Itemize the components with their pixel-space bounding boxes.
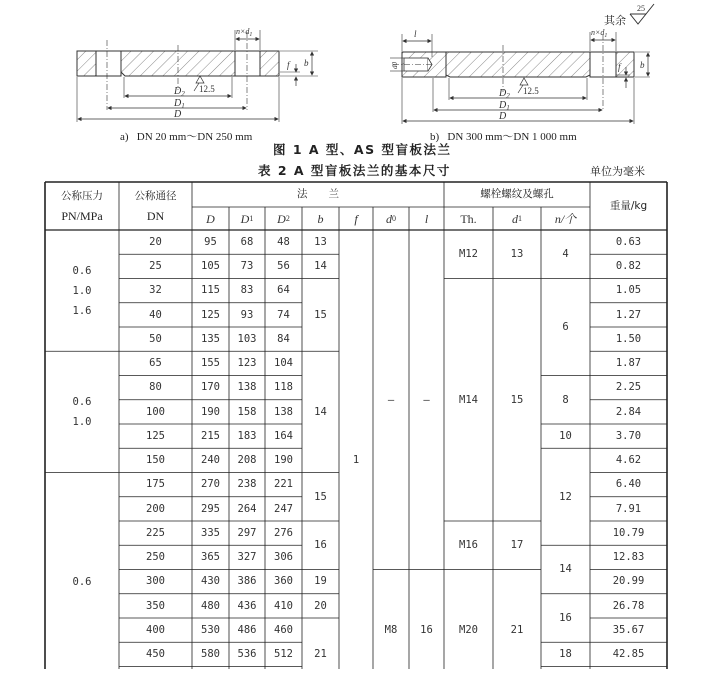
- pn-value: 1.0: [72, 415, 92, 428]
- dim-d2-label: $D_2$: [174, 86, 185, 98]
- d-cell: 480: [201, 599, 220, 612]
- n-cell: 10: [559, 429, 572, 442]
- d1-bolt-cell: 15: [510, 393, 524, 406]
- d-cell: 295: [201, 502, 220, 515]
- d1-flange-cell: 123: [237, 357, 257, 370]
- dim-b-label: b: [304, 58, 309, 68]
- n-cell: 18: [559, 648, 572, 661]
- th-cell: M16: [459, 539, 478, 551]
- d1-flange-cell: 436: [237, 599, 257, 612]
- header-d1-main: d: [512, 211, 518, 226]
- dn-cell: 200: [146, 502, 165, 515]
- roughness-mark: 12.5: [199, 84, 215, 94]
- d0-cell: —: [387, 393, 395, 406]
- weight-cell: 4.62: [615, 454, 642, 467]
- b-cell: 20: [314, 599, 327, 612]
- b-cell: 19: [314, 575, 327, 588]
- d1-bolt-cell: 17: [510, 539, 524, 551]
- d2-cell: 118: [274, 381, 293, 394]
- pn-value: 1.6: [72, 304, 92, 317]
- l-cell: —: [423, 393, 430, 406]
- header-d1: [493, 207, 541, 230]
- weight-cell: 3.70: [615, 429, 642, 442]
- n-cell: 8: [562, 393, 569, 406]
- b-cell: 14: [314, 405, 327, 418]
- header-D2: [265, 207, 302, 230]
- d2-cell: 164: [274, 429, 293, 442]
- d-cell: 170: [201, 381, 220, 394]
- b-cell: 16: [314, 539, 327, 551]
- d2-cell: 64: [277, 284, 290, 297]
- dn-cell: 25: [149, 260, 162, 273]
- weight-cell: 10.79: [612, 526, 645, 539]
- header-D: D: [206, 211, 215, 226]
- d-cell: 95: [204, 235, 217, 248]
- d1-flange-cell: 83: [240, 284, 254, 297]
- th-cell: M12: [459, 248, 478, 260]
- dn-cell: 225: [146, 526, 165, 539]
- d2-cell: 190: [274, 454, 293, 467]
- pn-group-cell: [45, 230, 119, 351]
- d1-flange-cell: 183: [237, 429, 257, 442]
- b-cell: 21: [314, 648, 327, 661]
- figure-b-label: b): [430, 131, 440, 143]
- roughness-value: 25: [637, 4, 645, 13]
- d1-flange-cell: 208: [237, 454, 257, 467]
- svg-text:D1: $D_1$: [499, 100, 510, 112]
- svg-text:n×d1: $n\times d_1$: [591, 28, 608, 39]
- d1-flange-cell: 327: [237, 551, 257, 564]
- d2-cell: 410: [274, 599, 293, 612]
- header-d1-sub: 1: [518, 213, 522, 223]
- pn-value: 0.6: [72, 575, 92, 588]
- d-cell: 240: [201, 454, 220, 467]
- weight-cell: 2.84: [615, 405, 642, 418]
- d-cell: 105: [201, 260, 220, 273]
- header-D1-main: D: [240, 211, 250, 226]
- header-D1: [229, 207, 265, 230]
- d-cell: 115: [201, 284, 220, 297]
- header-D2-main: D: [277, 211, 286, 226]
- d-cell: 580: [201, 648, 220, 661]
- header-d0-main: d: [386, 211, 392, 226]
- svg-text:b: b: [640, 60, 645, 70]
- header-dn-line1: 公称通径: [134, 190, 177, 202]
- d1-flange-cell: 93: [240, 308, 254, 321]
- header-pn-line2: PN/MPa: [61, 209, 103, 223]
- n-cell: 6: [562, 320, 569, 333]
- d1-flange-cell: 138: [237, 381, 257, 394]
- dn-cell: 125: [146, 429, 165, 442]
- th-cell: M14: [459, 393, 478, 406]
- dn-cell: 350: [146, 599, 165, 612]
- d2-cell: 48: [277, 235, 290, 248]
- d2-cell: 74: [277, 308, 290, 321]
- figure-a-range: DN 20 mm～DN 250 mm: [136, 131, 253, 143]
- dim-l-label: l: [414, 29, 417, 39]
- dn-cell: 250: [146, 551, 165, 564]
- th-cell: M20: [459, 623, 478, 636]
- header-pn: [45, 182, 119, 230]
- d-cell: 155: [201, 357, 220, 370]
- d1-flange-cell: 103: [237, 332, 257, 345]
- d1-flange-cell: 238: [237, 478, 257, 491]
- n-cell: 12: [559, 490, 572, 503]
- header-f: f: [354, 211, 358, 226]
- pn-value: 0.6: [72, 395, 92, 408]
- weight-cell: 35.67: [612, 623, 645, 636]
- svg-text:D2: $D_2$: [499, 88, 510, 100]
- header-b: b: [317, 211, 324, 226]
- header-n: n/个: [554, 211, 577, 226]
- dn-cell: 300: [146, 575, 165, 588]
- pn-value: 1.0: [72, 284, 92, 297]
- figure-b-range: DN 300 mm～DN 1 000 mm: [447, 131, 577, 143]
- weight-cell: 26.78: [612, 599, 645, 612]
- dn-cell: 150: [146, 454, 165, 467]
- n-cell: 16: [559, 611, 572, 624]
- weight-cell: 6.40: [615, 478, 642, 491]
- weight-cell: 0.82: [615, 260, 642, 273]
- weight-cell: 1.87: [615, 357, 642, 370]
- weight-cell: 20.99: [612, 575, 645, 588]
- d2-cell: 221: [274, 478, 293, 491]
- figure-caption: 图 1 A 型、AS 型盲板法兰: [273, 142, 452, 157]
- d2-cell: 56: [277, 260, 290, 273]
- header-d0: [373, 207, 409, 230]
- header-D2-sub: 2: [285, 213, 290, 223]
- n-cell: 14: [559, 563, 572, 576]
- header-dn-line2: DN: [146, 209, 165, 223]
- dn-cell: 400: [146, 623, 165, 636]
- weight-cell: 1.27: [615, 308, 642, 321]
- d0-cell: M8: [384, 623, 398, 636]
- d1-bolt-cell: 21: [510, 623, 524, 636]
- dn-cell: 175: [146, 478, 165, 491]
- header-th: Th.: [460, 211, 477, 226]
- d-cell: 190: [201, 405, 220, 418]
- dn-cell: 450: [146, 648, 165, 661]
- d1-flange-cell: 297: [237, 526, 257, 539]
- d-cell: 335: [201, 526, 220, 539]
- d1-flange-cell: 386: [237, 575, 257, 588]
- header-bolt-group: 螺栓螺纹及螺孔: [480, 188, 554, 201]
- dn-cell: 40: [149, 308, 162, 321]
- d2-cell: 460: [274, 623, 293, 636]
- svg-text:12.5: 12.5: [523, 86, 539, 96]
- d1-flange-cell: 158: [237, 405, 257, 418]
- d-cell: 125: [201, 308, 220, 321]
- weight-cell: 1.50: [615, 332, 642, 345]
- d-cell: 215: [201, 429, 220, 442]
- header-dn: [119, 182, 192, 230]
- d2-cell: 360: [274, 575, 293, 588]
- dn-cell: 80: [149, 381, 162, 394]
- dim-d-label: D: [174, 109, 182, 120]
- f-cell: 1: [352, 454, 360, 467]
- dn-cell: 65: [149, 357, 162, 370]
- dim-d1-label: $D_1$: [174, 98, 185, 110]
- d-cell: 365: [201, 551, 220, 564]
- d1-flange-cell: 486: [237, 623, 257, 636]
- b-cell: 15: [314, 490, 327, 503]
- header-pn-line1: 公称压力: [61, 190, 103, 202]
- table-title: 表 2 A 型盲板法兰的基本尺寸: [258, 163, 451, 178]
- header-D1-sub: 1: [249, 213, 254, 223]
- weight-cell: 2.25: [615, 381, 642, 394]
- weight-cell: 12.83: [612, 551, 645, 564]
- dn-cell: 100: [146, 405, 165, 418]
- weight-cell: 1.05: [615, 284, 642, 297]
- svg-text:D: D: [499, 111, 507, 122]
- d2-cell: 512: [274, 648, 293, 661]
- d-cell: 135: [201, 332, 220, 345]
- d1-flange-cell: 536: [237, 648, 257, 661]
- b-cell: 15: [314, 308, 327, 321]
- dn-cell: 32: [149, 284, 162, 297]
- dim-f-label: f: [287, 60, 290, 70]
- header-d0-sub: 0: [392, 213, 396, 223]
- d2-cell: 306: [274, 551, 293, 564]
- d1-flange-cell: 73: [240, 260, 254, 273]
- d1-bolt-cell: 13: [510, 248, 524, 260]
- d2-cell: 138: [274, 405, 293, 418]
- b-cell: 13: [314, 235, 327, 248]
- l-cell: 16: [420, 623, 433, 636]
- b-cell: 14: [314, 260, 327, 273]
- weight-cell: 42.85: [612, 648, 645, 661]
- d2-cell: 276: [274, 526, 293, 539]
- roughness-other-label: 其余: [604, 14, 626, 27]
- d2-cell: 104: [274, 357, 293, 370]
- d1-flange-cell: 68: [240, 235, 254, 248]
- pn-value: 0.6: [72, 264, 92, 277]
- dim-d0-label: d0: [391, 62, 399, 69]
- header-flange-group: 法 兰: [297, 188, 339, 201]
- figure-a-label: a): [120, 131, 129, 143]
- weight-cell: 7.91: [615, 502, 642, 515]
- header-weight: 重量/kg: [609, 199, 648, 212]
- svg-text:f: f: [618, 62, 621, 72]
- d2-cell: 247: [274, 502, 293, 515]
- weight-cell: 0.63: [615, 235, 642, 248]
- n-cell: 4: [562, 248, 569, 260]
- dim-holes-label: $n\times d_1$: [236, 27, 253, 38]
- pn-group-cell: [45, 473, 119, 691]
- d2-cell: 84: [277, 332, 290, 345]
- d-cell: 270: [201, 478, 220, 491]
- d-cell: 530: [201, 623, 220, 636]
- d-cell: 430: [201, 575, 220, 588]
- table-unit: 单位为毫米: [590, 165, 645, 178]
- header-l: l: [424, 211, 429, 226]
- dn-cell: 50: [149, 332, 162, 345]
- pn-group-cell: [45, 351, 119, 472]
- dn-cell: 20: [149, 235, 162, 248]
- d1-flange-cell: 264: [237, 502, 257, 515]
